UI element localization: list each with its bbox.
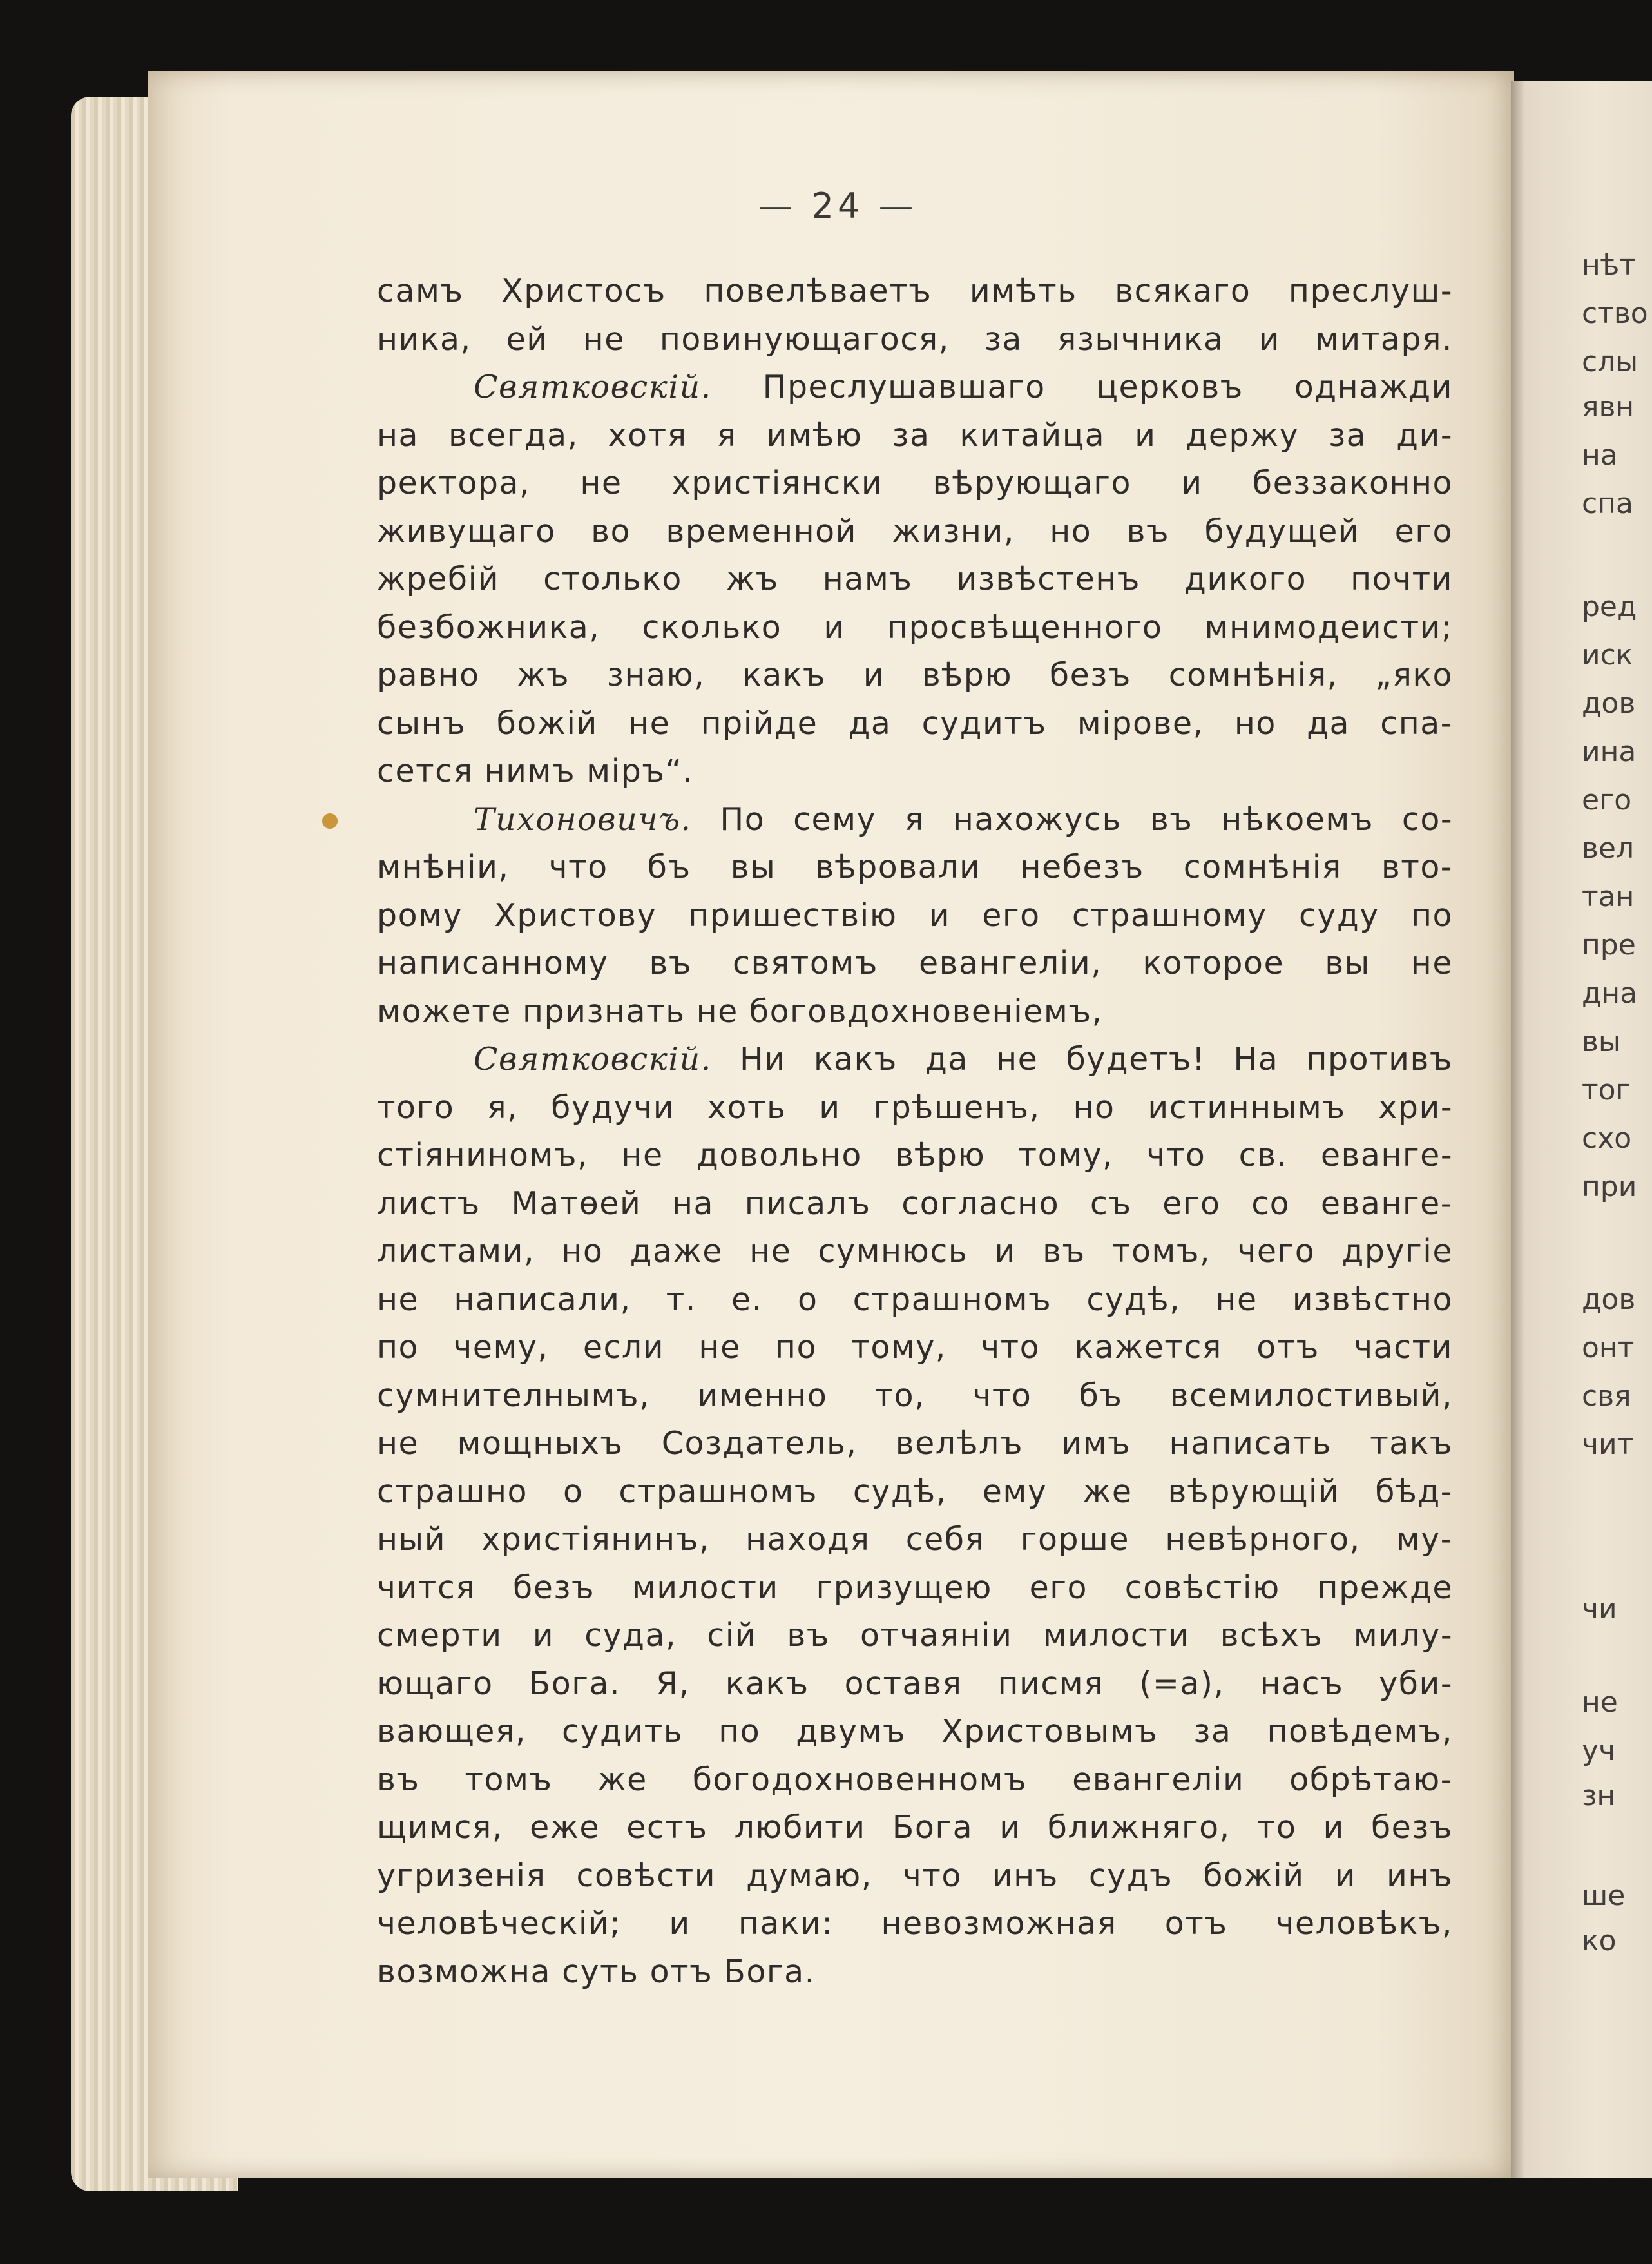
facing-page-fragment: его [1582,784,1632,817]
line-text: рому Христову пришествію и его страшному суду по [377,896,1453,934]
line-text: Преслушавшаго церковъ однажди [711,369,1453,405]
text-line [377,363,1453,412]
facing-page-fragment: свя [1582,1380,1631,1413]
text-line [377,604,1453,652]
text-line [377,1084,1453,1132]
line-text: По сему я нахожусь въ нѣкоемъ со- [691,800,1453,838]
facing-page-fragment: при [1582,1170,1637,1203]
text-line [377,412,1453,460]
facing-page-fragment: нѣт [1582,249,1636,282]
line-text: не мощныхъ Создатель, велѣлъ имъ написать такъ [377,1425,1453,1462]
body-text [377,267,1453,1996]
facing-page-fragment: слы [1582,345,1638,378]
facing-page-fragment: ство [1582,297,1648,330]
text-line [377,652,1453,700]
facing-page-fragment: иск [1582,639,1633,672]
line-text: листъ Матѳей на писалъ согласно съ его со еванге- [377,1185,1453,1222]
text-line [377,1324,1453,1372]
speaker-name: Святковскій. [474,369,712,405]
line-text: ника, ей не повинующагося, за язычника и митаря. [377,320,1453,358]
line-text: стіяниномъ, не довольно вѣрю тому, что св. еванге- [377,1137,1453,1174]
line-text: можете признать не боговдохновеніемъ, [377,992,1103,1030]
facing-page-fragment: на [1582,439,1618,472]
line-text: мнѣніи, что бъ вы вѣровали небезъ сомнѣнія вто- [377,849,1453,885]
speaker-name: Тихоновичъ. [474,800,692,838]
text-line [377,796,1453,844]
line-text: ющаго Бога. Я, какъ оставя писмя (=а), насъ уби- [377,1665,1453,1702]
line-text: смерти и суда, сій въ отчаяніи милости всѣхъ милу- [377,1617,1453,1654]
text-line [377,1372,1453,1420]
facing-page-fragment: дов [1582,1283,1636,1316]
text-line [377,1180,1453,1228]
facing-page-fragment: ред [1582,590,1637,623]
line-text: по чему, если не по тому, что кажется отъ части [377,1329,1453,1366]
line-text: въ томъ же богодохновенномъ евангеліи обрѣтаю- [377,1761,1453,1798]
line-text: того я, будучи хоть и грѣшенъ, но истиннымъ хри- [377,1088,1453,1126]
line-text: жребій столько жъ намъ извѣстенъ дикого почти [377,561,1453,597]
facing-page-fragment: ше [1582,1879,1626,1912]
line-text: живущаго во временной жизни, но въ будущей его [377,512,1453,550]
ink-spot [322,813,338,829]
line-text: на всегда, хотя я имѣю за китайца и держу за ди- [377,416,1453,454]
text-line [377,556,1453,604]
facing-page-fragment: зн [1582,1779,1616,1812]
facing-page-fragment: дна [1582,977,1638,1010]
text-line [377,1132,1453,1180]
text-line [377,700,1453,748]
facing-page-fragment: не [1582,1686,1618,1719]
line-text: не написали, т. е. о страшномъ судѣ, не извѣстно [377,1281,1453,1318]
text-line [377,1708,1453,1756]
line-text: написанному въ святомъ евангеліи, которое вы не [377,945,1453,982]
line-text: листами, но даже не сумнюсь и въ томъ, чего другіе [377,1233,1453,1270]
text-line [377,1564,1453,1612]
text-line [377,1852,1453,1901]
text-line [377,1276,1453,1324]
facing-page [1511,81,1652,2178]
text-line [377,892,1453,940]
line-text: страшно о страшномъ судѣ, ему же вѣрующій бѣд- [377,1473,1453,1510]
text-line [377,1420,1453,1468]
line-text: угризенія совѣсти думаю, что инъ судъ божій и инъ [377,1857,1453,1894]
facing-page-fragment: чит [1582,1428,1634,1461]
facing-page-fragment: чи [1582,1592,1617,1625]
line-text: вающея, судить по двумъ Христовымъ за повѣдемъ, [377,1713,1453,1750]
text-line [377,267,1453,316]
text-line [377,1900,1453,1948]
facing-page-fragment: тог [1582,1074,1631,1107]
text-line [377,844,1453,892]
text-line [377,1804,1453,1852]
facing-page-fragment: явн [1582,391,1635,423]
text-line [377,940,1453,988]
facing-page-fragment: дов [1582,687,1636,720]
text-line [377,316,1453,364]
page-number: — 24 — [758,186,917,226]
line-text: сумнителнымъ, именно то, что бъ всемилостивый, [377,1377,1453,1414]
line-text: щимся, еже естъ любити Бога и ближняго, то и безъ [377,1809,1453,1846]
line-text: человѣческій; и паки: невозможная отъ человѣкъ, [377,1905,1453,1942]
facing-page-fragment: онт [1582,1331,1635,1364]
line-text: равно жъ знаю, какъ и вѣрю безъ сомнѣнія, „яко [377,657,1453,693]
line-text: Ни какъ да не будетъ! На противъ [711,1041,1453,1078]
text-line [377,988,1453,1036]
text-line [377,1756,1453,1804]
text-line [377,748,1453,796]
facing-page-fragment: ина [1582,735,1637,768]
line-text: чится безъ милости гризущею его совѣстію прежде [377,1569,1453,1606]
text-line [377,508,1453,556]
facing-page-fragment: спа [1582,487,1633,520]
text-line [377,460,1453,508]
text-line [377,1036,1453,1084]
text-line [377,1468,1453,1516]
line-text: сется нимъ міръ“. [377,753,694,789]
facing-page-fragment: схо [1582,1122,1632,1155]
facing-page-fragment: тан [1582,880,1635,913]
facing-page-fragment: уч [1582,1734,1616,1767]
text-line [377,1228,1453,1276]
facing-page-fragment: вел [1582,832,1635,865]
facing-page-fragment: вы [1582,1025,1621,1058]
text-line [377,1612,1453,1660]
line-text: ный христіянинъ, находя себя горше невѣрного, му- [377,1521,1453,1558]
facing-page-fragment: ко [1582,1924,1617,1957]
text-line [377,1660,1453,1708]
line-text: самъ Христосъ повелѣваетъ имѣть всякаго преслуш- [377,273,1453,309]
line-text: безбожника, сколько и просвѣщенного мнимодеисти; [377,608,1453,646]
speaker-name: Святковскій. [474,1041,712,1078]
facing-page-fragment: пре [1582,929,1636,962]
line-text: возможна суть отъ Бога. [377,1953,816,1990]
line-text: ректора, не христіянски вѣрующаго и беззаконно [377,465,1453,501]
text-line [377,1516,1453,1564]
text-line [377,1948,1453,1997]
line-text: сынъ божій не прійде да судитъ мірове, но да спа- [377,704,1453,742]
